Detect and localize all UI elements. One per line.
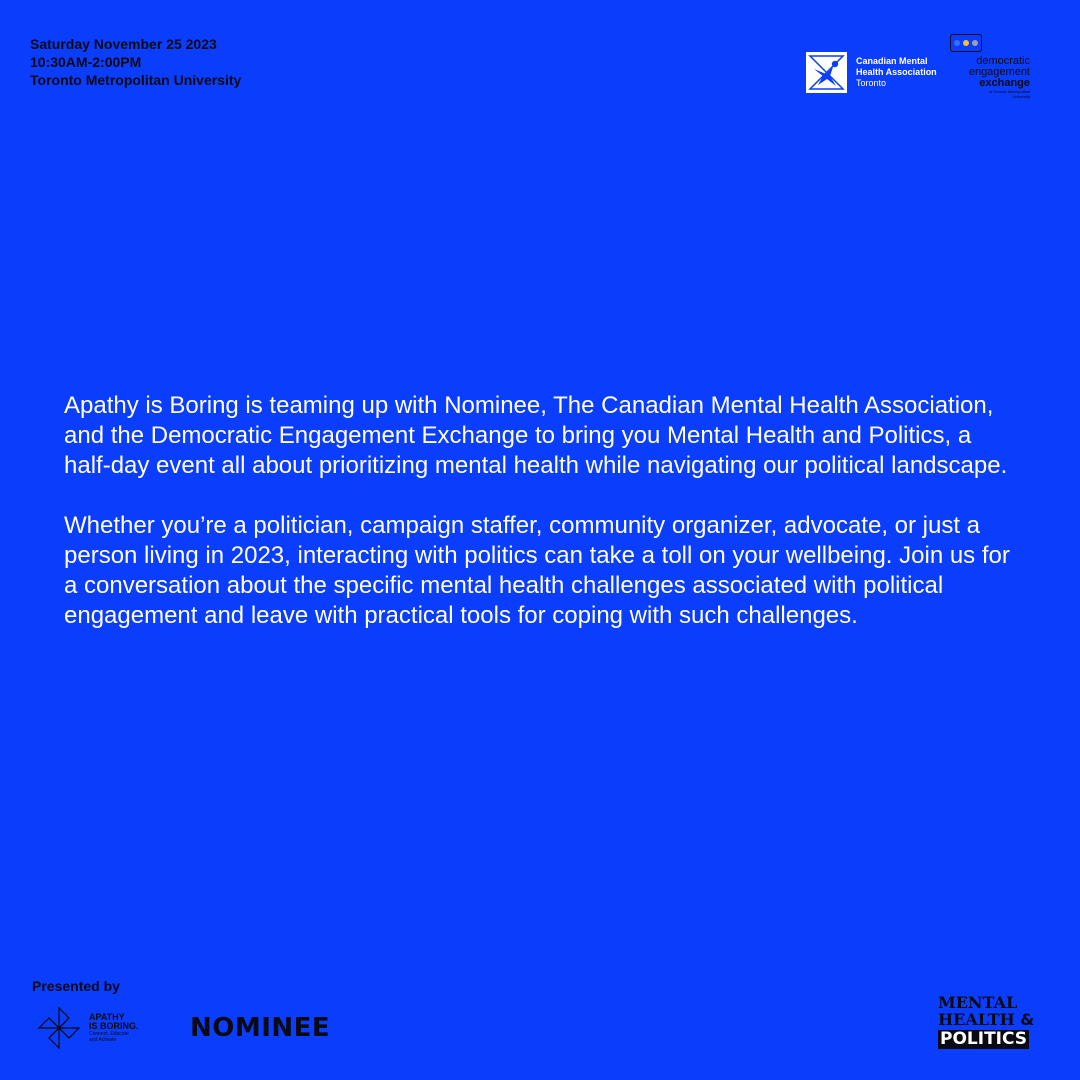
- apathy-is-boring-logo: [37, 1006, 139, 1050]
- mhp-ampersand: &: [1020, 1010, 1035, 1029]
- dee-wordmark: [954, 56, 1030, 99]
- apathy-tagline2: and Activate: [89, 1037, 117, 1043]
- apathy-line2: IS BORING.: [89, 1021, 139, 1031]
- cmha-figure-icon: [806, 52, 847, 93]
- apathy-wordmark: [89, 1013, 139, 1043]
- dee-line1: democratic: [976, 55, 1030, 67]
- event-location: Toronto Metropolitan University: [30, 72, 242, 88]
- event-description: [64, 391, 1024, 661]
- democratic-engagement-exchange-logo: [950, 34, 1035, 106]
- dee-line4: at Toronto Metropolitan: [989, 89, 1030, 94]
- cmha-line2: Health Association: [856, 67, 937, 77]
- cmha-line1: Canadian Mental: [856, 56, 928, 66]
- cmha-line3: Toronto: [856, 78, 887, 88]
- mhp-line1: MENTAL: [938, 993, 1018, 1012]
- dee-line3: exchange: [979, 77, 1030, 89]
- dee-line5: University: [1012, 94, 1030, 99]
- dee-line2: engagement: [968, 66, 1030, 78]
- speech-bubble-icon: [950, 34, 982, 52]
- event-date: Saturday November 25 2023: [30, 36, 217, 52]
- yellow-dot-icon: [963, 40, 969, 46]
- mental-health-politics-logo: [938, 994, 1034, 1049]
- description-paragraph-1: Apathy is Boring is teaming up with Nominee, The Canadian Mental Health Association, and the Democratic Engagement Exchange to bring you Mental Health and Politics, a half-day event all about prioritizing mental health while navigating our political landscape.: [64, 392, 1008, 479]
- cmha-logo: [806, 52, 937, 93]
- mhp-line3: POLITICS: [940, 1029, 1028, 1049]
- presented-by-label: Presented by: [32, 978, 120, 994]
- event-details: [30, 35, 241, 89]
- apathy-line1: APATHY: [89, 1012, 125, 1022]
- blue-dot-icon: [954, 40, 960, 46]
- gray-dot-icon: [972, 40, 978, 46]
- description-paragraph-2: Whether you’re a politician, campaign staffer, community organizer, advocate, or just a person living in 2023, interacting with politics can take a toll on your wellbeing. Join us for a conversation about the specific mental health challenges associated with political engagement and leave with practical tools for coping with such challenges.: [64, 512, 1010, 629]
- mhp-line2: HEALTH: [938, 1010, 1015, 1029]
- event-time: 10:30AM-2:00PM: [30, 54, 142, 70]
- nominee-logo: NOMINEE: [190, 1013, 331, 1043]
- pinwheel-icon: [37, 1006, 81, 1050]
- cmha-wordmark: [856, 56, 937, 89]
- apathy-tagline1: Connect, Educate: [89, 1031, 129, 1037]
